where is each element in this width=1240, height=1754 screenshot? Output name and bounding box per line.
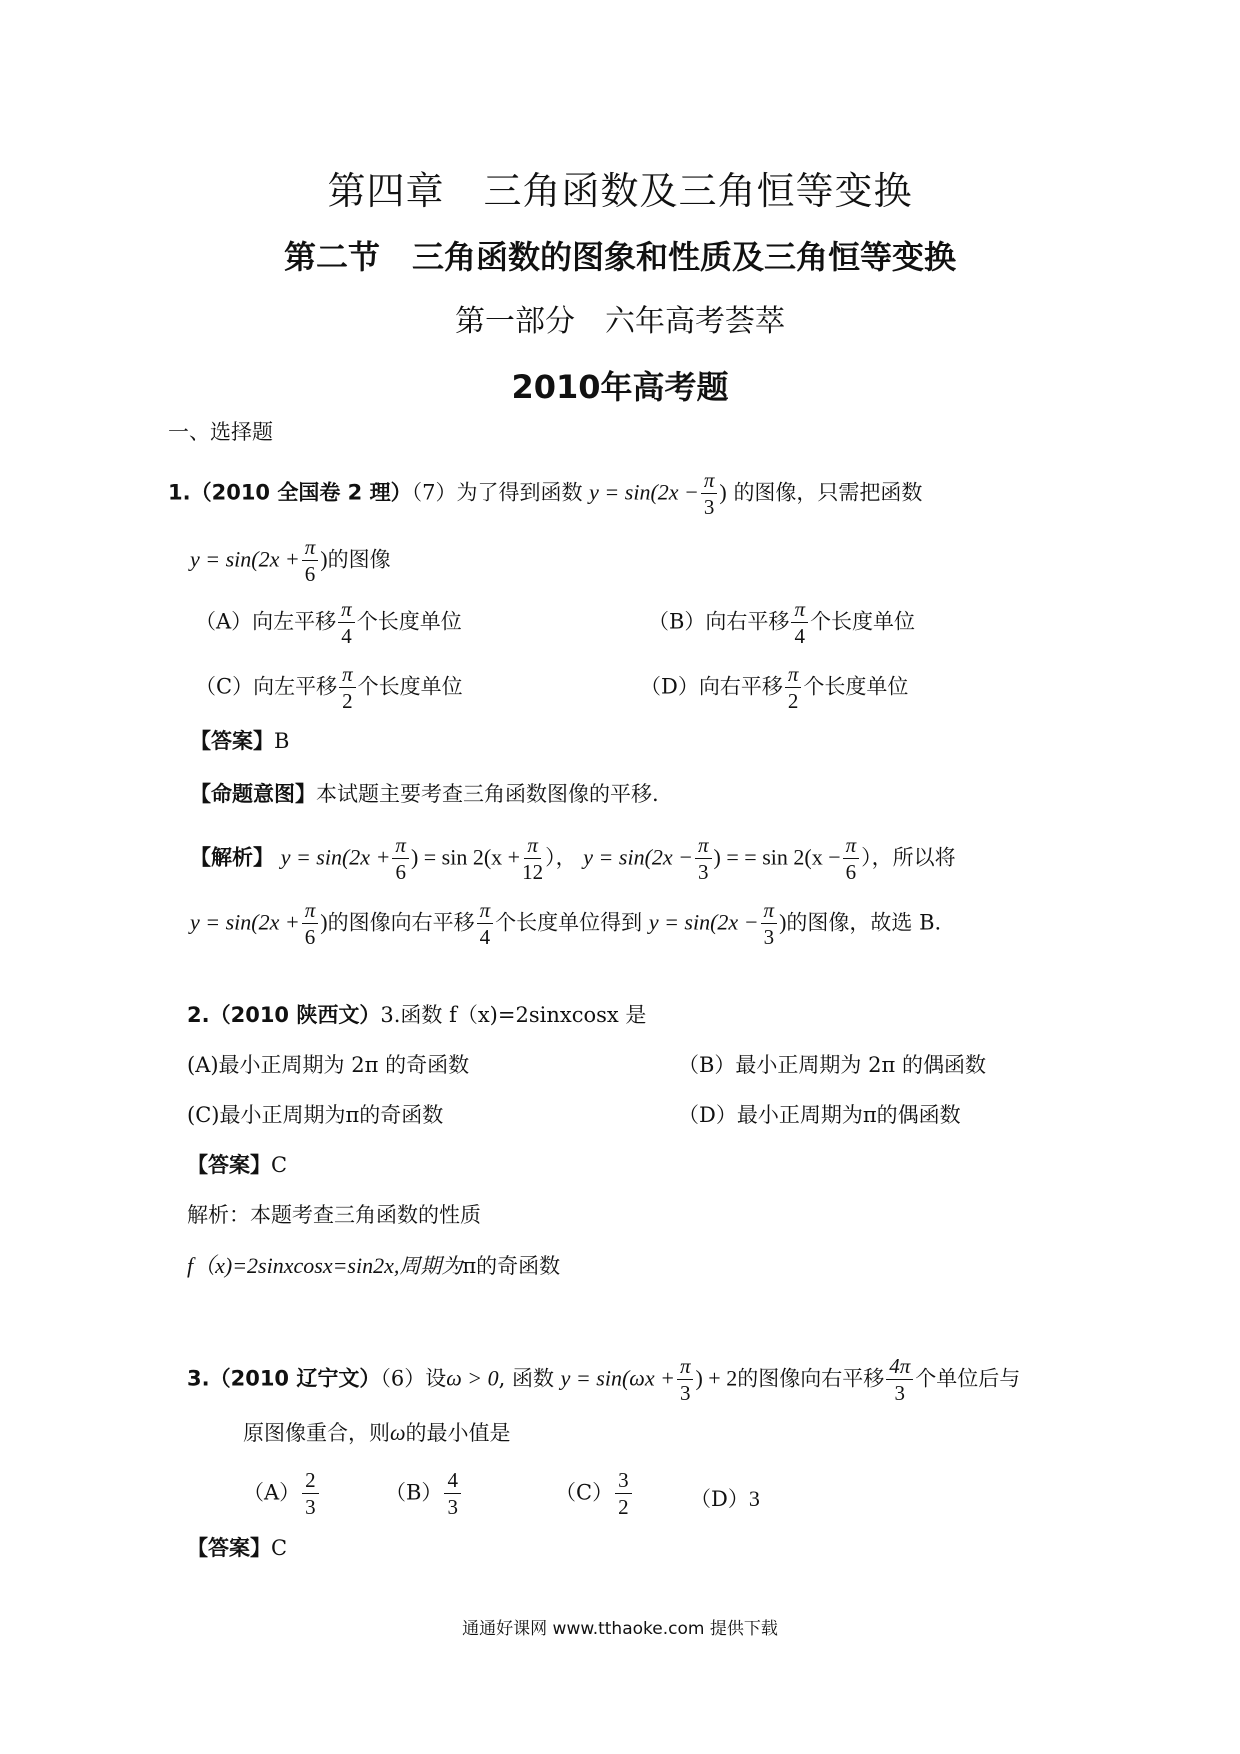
q1-func1: y = sin(2x − <box>589 479 699 505</box>
year-title: 2010年高考题 <box>511 368 729 406</box>
q1-number: 1. <box>168 480 191 505</box>
q1-answer: 【答案】B <box>190 729 290 753</box>
q2-analysis: 解析：本题考查三角函数的性质 <box>187 1203 481 1227</box>
q1-text-b: 的图像，只需把函数 <box>733 480 923 505</box>
section-title: 第二节 三角函数的图象和性质及三角恒等变换 <box>283 238 956 276</box>
q1-option-c: （C）向左平移 $\frac{\pi}{2}$ 个长度单位 <box>195 662 463 713</box>
chapter-title: 第四章 三角函数及三角恒等变换 <box>327 169 913 213</box>
q2-option-b: （B）最小正周期为 2π 的偶函数 <box>678 1053 986 1077</box>
q2-answer: 【答案】C <box>187 1153 288 1177</box>
q3-answer: 【答案】C <box>187 1536 288 1560</box>
q3-line1: 3.（2010 辽宁文）（6）设ω > 0, 函数 y = sin(ωx + $\frac{\pi}{3}$ ) + 2的图像向右平移 $\frac{4\pi}{3}$ 个单位后与 <box>187 1354 1021 1405</box>
q1-option-b: （B）向右平移 $\frac{\pi}{4}$ 个长度单位 <box>648 597 915 648</box>
footer-text: 通通好课网 www.tthaoke.com 提供下载 <box>462 1619 778 1639</box>
q3-option-d: （D）3 <box>690 1486 760 1511</box>
q1-text-a: （7）为了得到函数 <box>411 480 583 505</box>
q1-func2: y = sin(2x + <box>190 546 300 572</box>
q3-option-c: （C） $\frac{3}{2}$ <box>555 1470 634 1518</box>
q1-text-c: 的图像 <box>327 547 391 572</box>
q1-option-a: （A）向左平移 $\frac{\pi}{4}$ 个长度单位 <box>195 597 462 648</box>
q2-analysis-line2: f（x)=2sinxcosx=sin2x,周期为π的奇函数 <box>187 1253 561 1278</box>
q2-number: 2. <box>187 1003 210 1027</box>
q3-number: 3. <box>187 1366 210 1391</box>
q2-option-a: (A)最小正周期为 2π 的奇函数 <box>187 1053 470 1077</box>
q1-line1: 1.（2010 全国卷 2 理）（7）为了得到函数 y = sin(2x − $\frac{\pi}{3}$ ) 的图像，只需把函数 <box>168 468 923 519</box>
q3-option-a: （A） $\frac{2}{3}$ <box>243 1470 321 1518</box>
q1-intent: 【命题意图】本试题主要考查三角函数图像的平移. <box>190 782 659 806</box>
q2-option-d: （D）最小正周期为π的偶函数 <box>678 1103 961 1127</box>
q2-line1 <box>187 1003 646 1028</box>
q1-line2: y = sin(2x + $\frac{\pi}{6}$ )的图像 <box>190 535 391 586</box>
q1-func1-frac: $\frac{\pi}{3}$ <box>701 470 718 518</box>
q1-func2-frac: $\frac{\pi}{6}$ <box>302 537 319 585</box>
choice-heading: 一、选择题 <box>168 420 273 444</box>
q1-analysis-line1: 【解析】 y = sin(2x + $\frac{\pi}{6}$ ) = sin 2(x + $\frac{\pi}{12}$ ）， y = sin(2x − $\frac{\pi}{3}$ ) = = sin 2(x − $\frac{\pi}{6}$ ），所以将 <box>190 833 956 884</box>
q3-source: （2010 辽宁文） <box>209 1366 381 1391</box>
q1-option-d: （D）向右平移 $\frac{\pi}{2}$ 个长度单位 <box>640 662 909 713</box>
q1-source: （2010 全国卷 2 理） <box>190 480 412 505</box>
q3-line2: 原图像重合，则ω的最小值是 <box>243 1420 511 1445</box>
q2-option-c: (C)最小正周期为π的奇函数 <box>187 1103 444 1127</box>
q2-source: （2010 陕西文） <box>209 1003 381 1027</box>
part-title: 第一部分 六年高考荟萃 <box>455 304 785 339</box>
q2-text: 3.函数 f（x)=2sinxcosx 是 <box>380 1003 647 1027</box>
q1-analysis-line2: y = sin(2x + $\frac{\pi}{6}$ )的图像向右平移 $\frac{\pi}{4}$ 个长度单位得到 y = sin(2x − $\frac{\pi}{3}$ )的图像，故选 B. <box>190 898 942 949</box>
q3-option-b: （B） $\frac{4}{3}$ <box>385 1470 463 1518</box>
